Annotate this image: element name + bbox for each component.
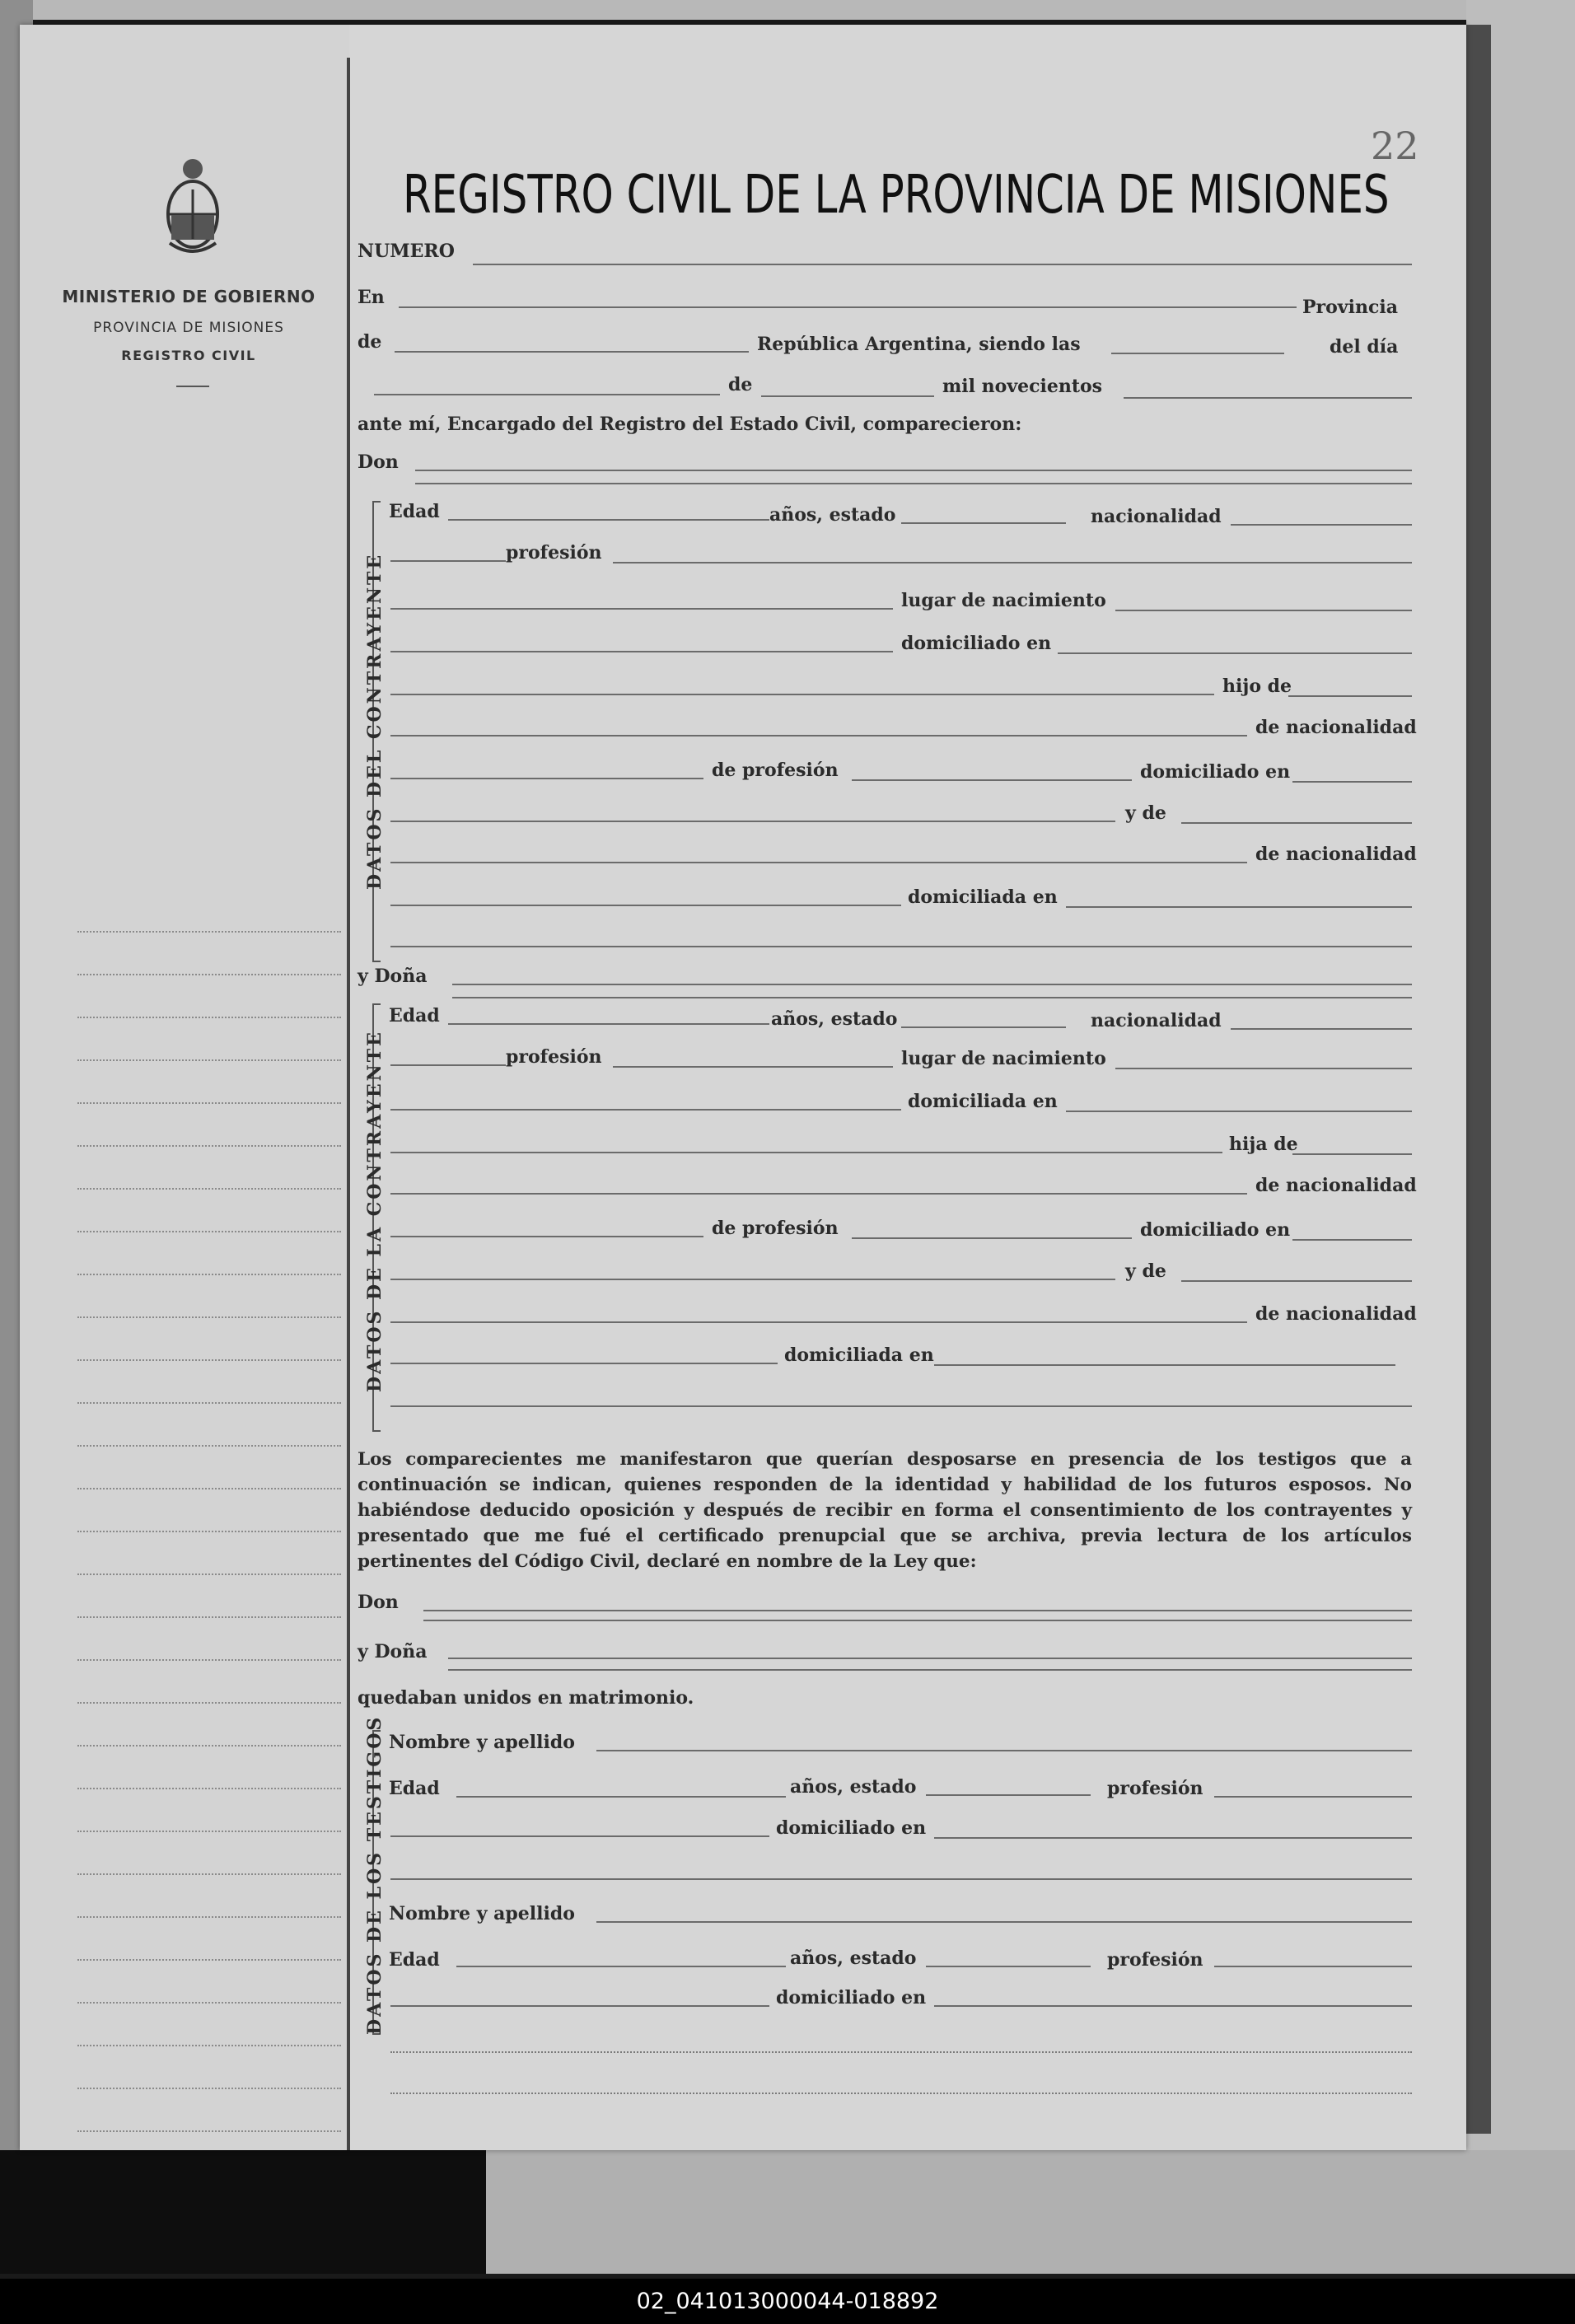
field-don-decl-underline (423, 1620, 1412, 1621)
label-de-nacionalidad: de nacionalidad (1255, 717, 1417, 738)
margin-note-line (77, 931, 341, 933)
label-edad: Edad (389, 501, 440, 522)
field-w1-dom[interactable] (934, 1837, 1412, 1839)
field-padre-f[interactable] (1292, 1153, 1412, 1155)
label-de2: de (728, 374, 753, 395)
margin-note-line (77, 1531, 341, 1532)
label-domiciliada2-f: domiciliada en (784, 1344, 934, 1366)
label-y-dona: y Doña (358, 966, 428, 987)
page-title: REGISTRO CIVIL DE LA PROVINCIA DE MISIONES (403, 165, 1390, 226)
field-madre-dom[interactable] (1066, 906, 1412, 908)
field-lugar[interactable] (1115, 610, 1412, 611)
margin-note-line (77, 1445, 341, 1447)
field-don-underline (415, 483, 1412, 484)
field-madre-f-dom-cont[interactable] (390, 1405, 1412, 1407)
field-padre-f-nac[interactable] (390, 1236, 703, 1237)
field-w1-prof-cont[interactable] (390, 1835, 769, 1837)
margin-note-line (77, 974, 341, 975)
margin-note-line (77, 1359, 341, 1361)
field-w2-prof-cont[interactable] (390, 2005, 769, 2007)
field-nac-f-cont[interactable] (390, 1064, 506, 1066)
label-w2-dom: domiciliado en (776, 1987, 927, 2008)
field-w2-estado[interactable] (926, 1966, 1091, 1967)
scan-top-edge (0, 0, 1575, 20)
label-w2-edad: Edad (389, 1949, 440, 1971)
label-y-dona-decl: y Doña (358, 1641, 428, 1662)
label-numero: NUMERO (358, 241, 455, 262)
field-padre-f-prof[interactable] (852, 1237, 1132, 1239)
label-don-decl: Don (358, 1592, 399, 1613)
margin-note-line (77, 2088, 341, 2089)
field-w1-prof[interactable] (1214, 1796, 1412, 1798)
label-del-dia: del día (1330, 336, 1399, 358)
scan-bottom-shadow (0, 2150, 486, 2274)
coat-of-arms-icon (160, 152, 226, 260)
label-de: de (358, 331, 382, 353)
label-ante: ante mí, Encargado del Registro del Estado Civil, comparecieron: (358, 414, 1022, 435)
label-w1-nombre: Nombre y apellido (389, 1732, 575, 1753)
margin-note-line (77, 1788, 341, 1789)
margin-note-line (77, 1873, 341, 1875)
field-domiciliado[interactable] (1058, 652, 1412, 654)
field-w1-estado[interactable] (926, 1794, 1091, 1796)
field-dona-decl-underline (448, 1669, 1412, 1671)
label-y-de-f: y de (1125, 1260, 1166, 1282)
label-domiciliada: domiciliada en (908, 886, 1058, 908)
page-number: 22 (1371, 124, 1419, 168)
field-madre-nac[interactable] (390, 905, 901, 906)
field-mes[interactable] (761, 395, 934, 397)
label-en: En (358, 287, 385, 308)
label-w2-anos: años, estado (790, 1948, 917, 1969)
field-madre-f-dom[interactable] (934, 1364, 1395, 1366)
field-domiciliada-f[interactable] (1066, 1111, 1412, 1112)
label-w1-prof: profesión (1107, 1778, 1203, 1799)
field-nac-cont[interactable] (390, 560, 506, 562)
margin-note-line (77, 1316, 341, 1318)
field-padre[interactable] (1288, 695, 1412, 697)
label-w1-edad: Edad (389, 1778, 440, 1799)
label-nacionalidad-f: nacionalidad (1091, 1010, 1222, 1031)
margin-rule (347, 58, 350, 2150)
margin-note-line (77, 1017, 341, 1018)
margin-note-line (77, 1659, 341, 1661)
image-code: 02_041013000044-018892 (636, 2289, 939, 2314)
field-padre-f-dom[interactable] (1292, 1239, 1412, 1241)
field-w1-nombre[interactable] (596, 1750, 1412, 1751)
field-anio[interactable] (1124, 397, 1412, 399)
margin-note-line (77, 1702, 341, 1704)
field-madre-f-nac[interactable] (390, 1363, 778, 1364)
field-dom-f-cont[interactable] (390, 1152, 1222, 1153)
label-de-profesion: de profesión (712, 760, 839, 781)
field-nacionalidad-f[interactable] (1231, 1028, 1412, 1030)
blank-line[interactable] (390, 2051, 1412, 2053)
ministry-divider (176, 386, 209, 387)
field-lugar-f-cont[interactable] (390, 1109, 901, 1111)
register-page (20, 25, 1466, 2150)
label-hijo-de: hijo de (1222, 676, 1292, 697)
margin-note-line (77, 2045, 341, 2046)
field-en[interactable] (399, 306, 1297, 308)
declaration-paragraph: Los comparecientes me manifestaron que querían desposarse en presencia de los testigos que a continuación se indican, quienes responden de la identidad y habilidad de los futuros esposos. No habiéndose deducido oposición y después de recibir en forma el consentimiento de los contrayentes y presentado que me fué el certificado prenupcial que se archiva, previa lectura de los artículos pertinentes del Código Civil, declaré en nombre de la Ley que: (358, 1449, 1412, 1572)
label-nacionalidad: nacionalidad (1091, 506, 1222, 527)
field-profesion-f[interactable] (613, 1066, 893, 1068)
label-profesion-f: profesión (506, 1046, 602, 1068)
label-w1-anos: años, estado (790, 1776, 917, 1798)
margin-note-line (77, 1488, 341, 1489)
label-quedaban: quedaban unidos en matrimonio. (358, 1687, 694, 1709)
field-dona-underline (452, 997, 1412, 998)
margin-note-line (77, 1274, 341, 1275)
field-hora[interactable] (1111, 353, 1284, 354)
field-padre-prof[interactable] (852, 779, 1132, 781)
field-don-decl[interactable] (423, 1610, 1412, 1611)
margin-note-line (77, 1402, 341, 1404)
field-padre-f-cont[interactable] (390, 1193, 1247, 1195)
field-numero[interactable] (473, 264, 1412, 265)
label-hija-de: hija de (1229, 1134, 1298, 1155)
label-de-nacionalidad2: de nacionalidad (1255, 844, 1417, 865)
margin-note-line (77, 1231, 341, 1232)
label-de-nac-f: de nacionalidad (1255, 1175, 1417, 1196)
label-profesion: profesión (506, 542, 602, 563)
field-w2-prof[interactable] (1214, 1966, 1412, 1967)
field-don[interactable] (415, 470, 1412, 471)
margin-note-line (77, 1145, 341, 1147)
field-estado[interactable] (901, 522, 1066, 524)
field-padre-dom-cont[interactable] (390, 821, 1115, 822)
field-madre-f-cont[interactable] (390, 1321, 1247, 1323)
label-lugar: lugar de nacimiento (901, 590, 1106, 611)
label-y-de: y de (1125, 802, 1166, 824)
field-padre-dom[interactable] (1292, 781, 1412, 783)
contrayenta-section-label: DATOS DE LA CONTRAYENTE (364, 1030, 386, 1392)
label-w2-prof: profesión (1107, 1949, 1203, 1971)
ministry-name: MINISTERIO DE GOBIERNO (62, 287, 315, 306)
field-dom-cont[interactable] (390, 694, 1214, 695)
margin-note-line (77, 1102, 341, 1104)
field-w1-edad[interactable] (456, 1796, 786, 1798)
label-dom-en-f: domiciliado en (1140, 1219, 1291, 1241)
label-anos-estado: años, estado (769, 504, 896, 526)
label-domiciliada-f: domiciliada en (908, 1091, 1058, 1112)
field-estado-f[interactable] (901, 1026, 1066, 1028)
label-de-prof-f: de profesión (712, 1218, 839, 1239)
field-dia[interactable] (374, 394, 720, 395)
label-don: Don (358, 451, 399, 473)
testigos-section-label: DATOS DE LOS TESTIGOS (364, 1714, 386, 2035)
margin-note-line (77, 1831, 341, 1832)
registry-name: REGISTRO CIVIL (121, 348, 256, 363)
field-nacionalidad[interactable] (1231, 524, 1412, 526)
field-edad[interactable] (448, 519, 769, 521)
field-w2-nombre[interactable] (596, 1921, 1412, 1923)
field-madre-dom-cont[interactable] (390, 946, 1412, 947)
label-w2-nombre: Nombre y apellido (389, 1903, 575, 1924)
field-w2-dom[interactable] (934, 2005, 1412, 2007)
field-lugar-cont[interactable] (390, 651, 893, 652)
label-w1-dom: domiciliado en (776, 1817, 927, 1839)
margin-note-line (77, 1616, 341, 1618)
label-dom-en: domiciliado en (1140, 761, 1291, 783)
field-profesion[interactable] (613, 562, 1412, 563)
margin-note-line (77, 2130, 341, 2132)
field-edad-f[interactable] (448, 1023, 769, 1025)
scan-bottom-background (486, 2150, 1575, 2274)
label-lugar-f: lugar de nacimiento (901, 1048, 1106, 1069)
label-edad-f: Edad (389, 1005, 440, 1026)
field-madre-f[interactable] (1181, 1280, 1412, 1282)
margin-note-line (77, 1916, 341, 1918)
margin-note-line (77, 2002, 341, 2004)
label-mil: mil novecientos (942, 376, 1103, 397)
field-provincia[interactable] (395, 351, 749, 353)
margin-note-line (77, 1188, 341, 1190)
field-madre-cont[interactable] (390, 862, 1247, 863)
label-anos-estado-f: años, estado (771, 1008, 898, 1030)
contrayente-section-label: DATOS DEL CONTRAYENTE (364, 552, 386, 890)
margin-note-line (77, 1573, 341, 1575)
field-dona[interactable] (452, 984, 1412, 985)
blank-line[interactable] (390, 2093, 1412, 2094)
margin-note-line (77, 1959, 341, 1961)
margin-note-line (77, 1059, 341, 1061)
field-padre-f-dom-cont[interactable] (390, 1279, 1115, 1280)
margin-note-line (77, 1745, 341, 1747)
image-code-bar (0, 2279, 1575, 2324)
field-madre[interactable] (1181, 822, 1412, 824)
field-prof-cont[interactable] (390, 608, 893, 610)
field-lugar-f[interactable] (1115, 1068, 1412, 1069)
label-domiciliado: domiciliado en (901, 633, 1052, 654)
label-provincia: Provincia (1302, 297, 1398, 318)
field-padre-cont[interactable] (390, 735, 1247, 736)
field-w1-dom-cont[interactable] (390, 1878, 1412, 1880)
field-padre-nac[interactable] (390, 778, 703, 779)
label-de-nac2-f: de nacionalidad (1255, 1303, 1417, 1325)
field-dona-decl[interactable] (448, 1658, 1412, 1659)
field-w2-edad[interactable] (456, 1966, 786, 1967)
province-name: PROVINCIA DE MISIONES (93, 320, 284, 336)
label-republica: República Argentina, siendo las (757, 334, 1081, 355)
